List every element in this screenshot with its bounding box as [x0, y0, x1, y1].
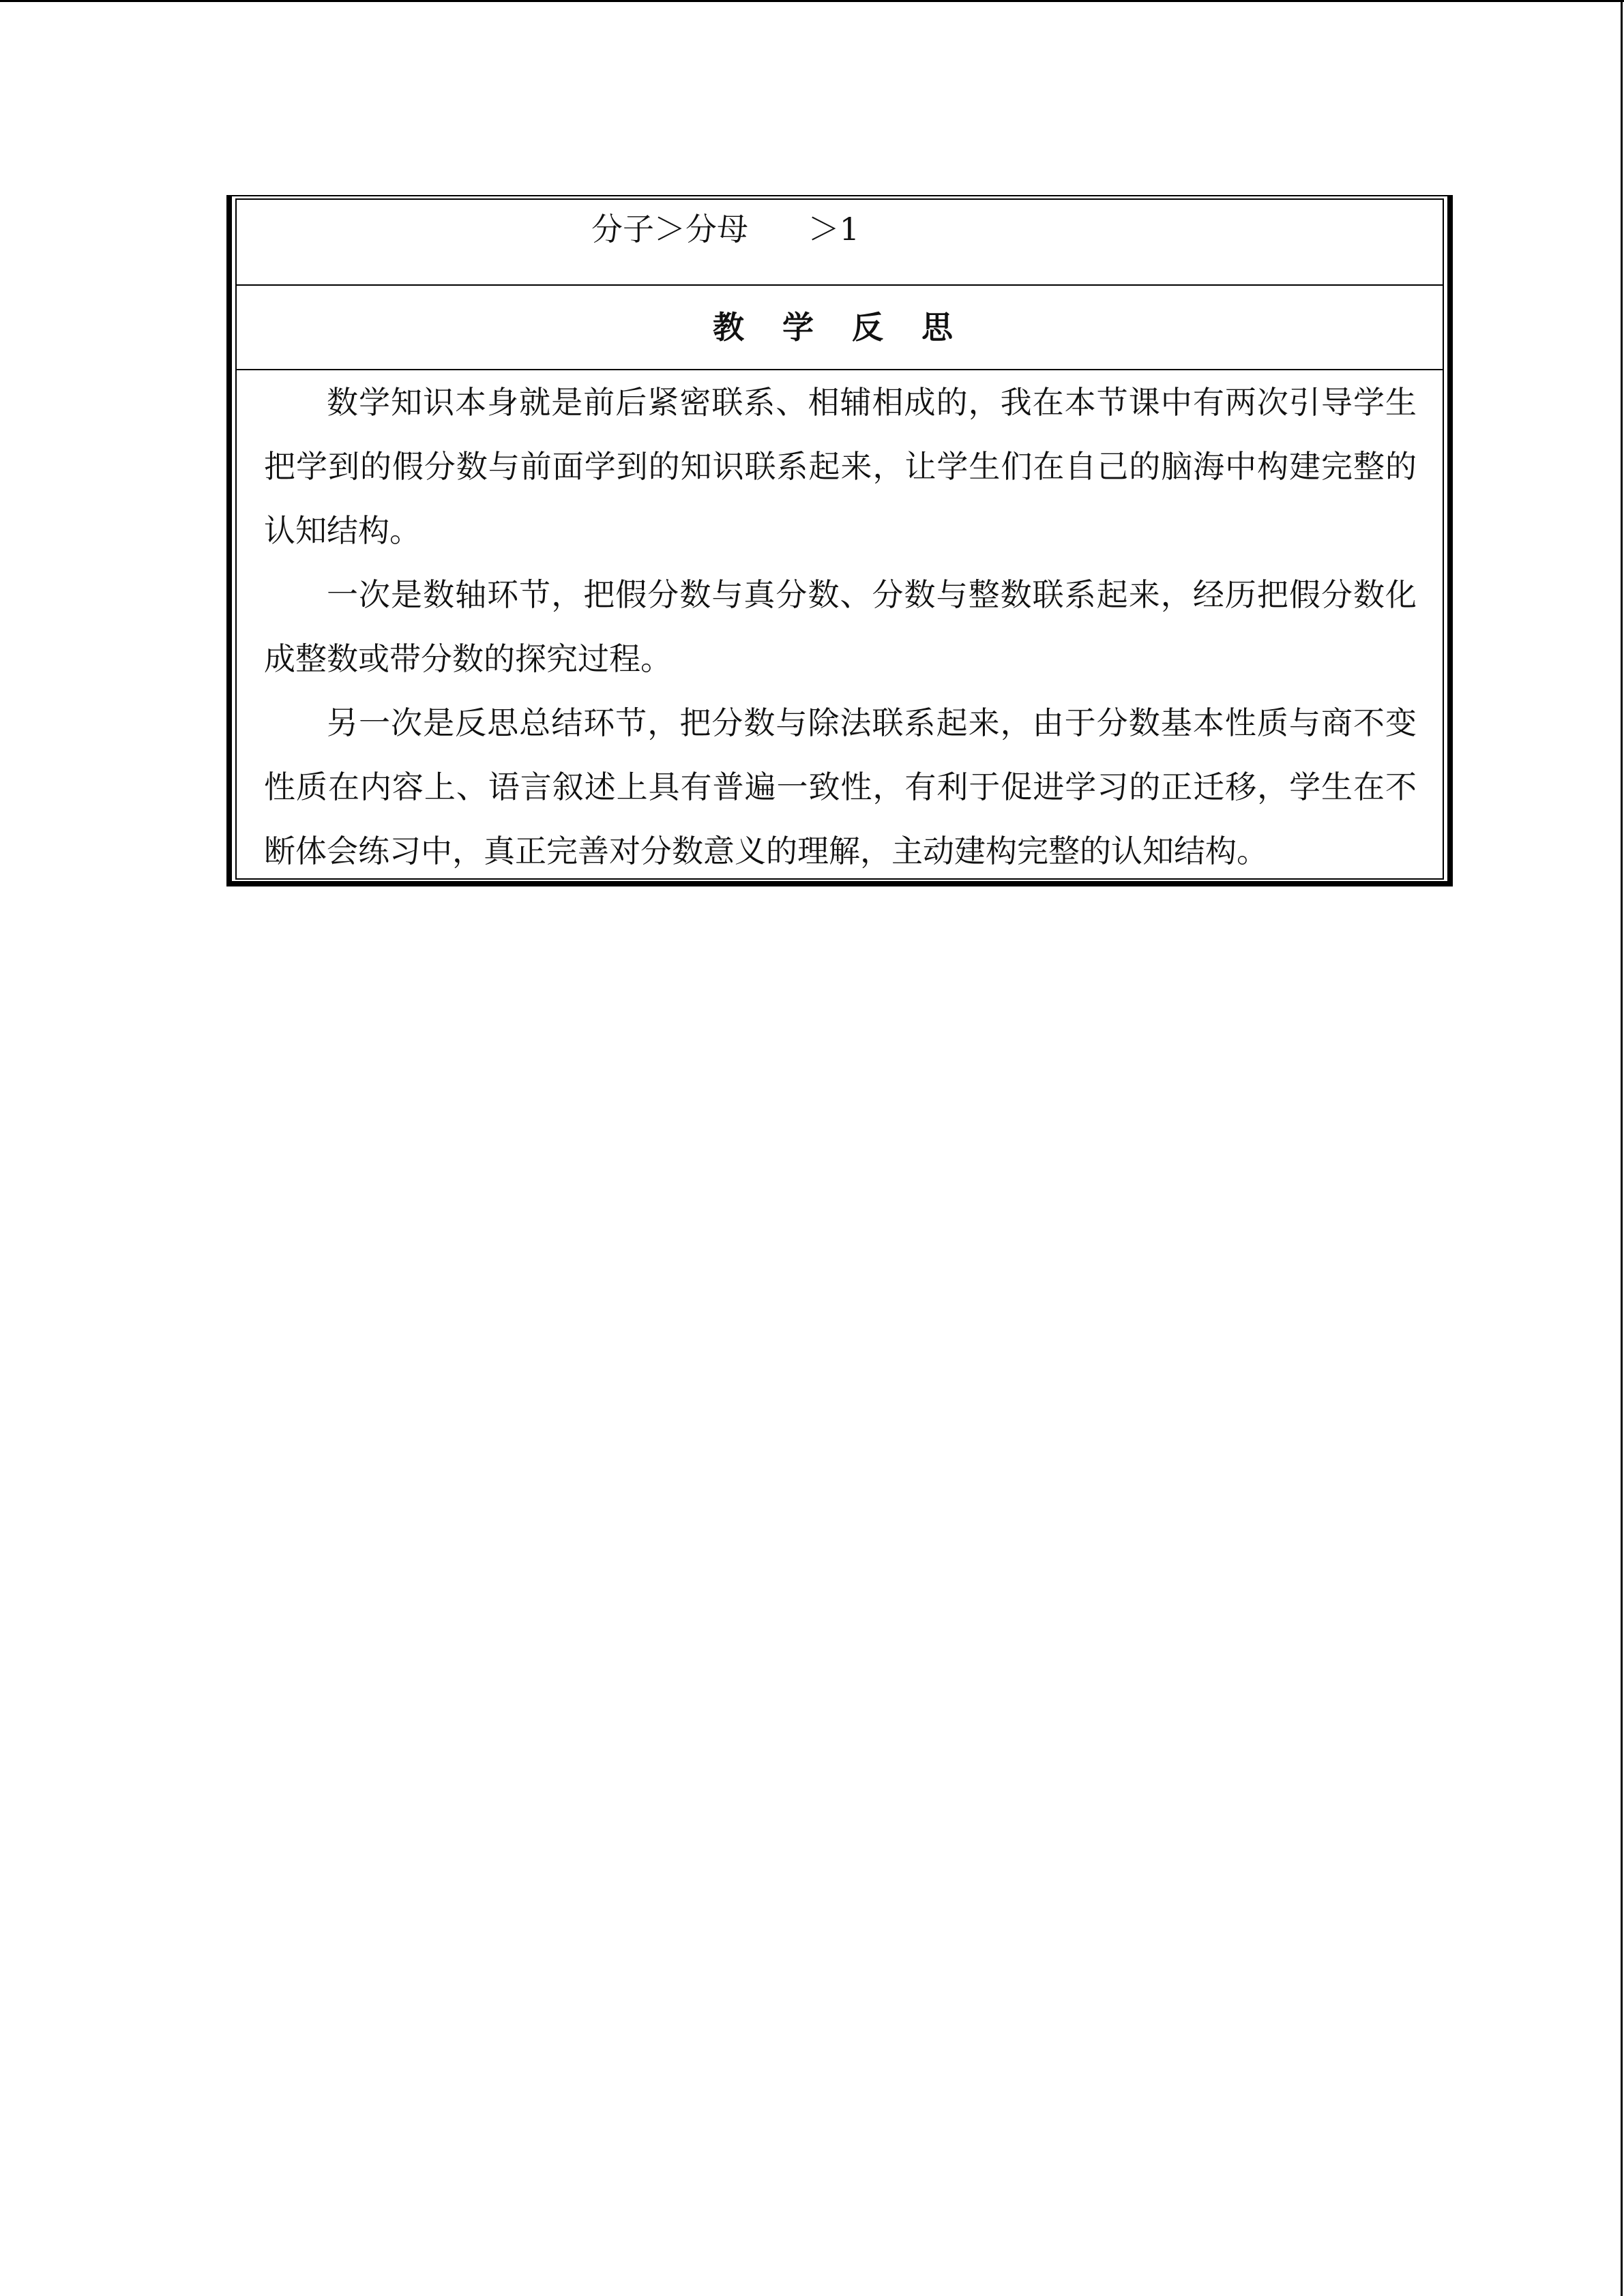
- page-top-border: [0, 0, 1624, 2]
- table-inner-frame: [235, 198, 1444, 880]
- section-heading: 教 学 反 思: [712, 309, 967, 346]
- reflection-paragraph: 一次是数轴环节，把假分数与真分数、分数与整数联系起来，经历把假分数化成整数或带分数的探究过程。: [264, 576, 1417, 677]
- page-right-border: [1621, 0, 1623, 2296]
- lesson-reflection-table: [226, 195, 1453, 886]
- formula-row: [237, 200, 1443, 286]
- heading-row: [237, 286, 1443, 370]
- reflection-body: [264, 370, 1417, 883]
- reflection-paragraph: 数学知识本身就是前后紧密联系、相辅相成的，我在本节课中有两次引导学生把学到的假分数与前面学到的知识联系起来，让学生们在自己的脑海中构建完整的认知结构。: [264, 384, 1417, 549]
- reflection-paragraph: 另一次是反思总结环节，把分数与除法联系起来，由于分数基本性质与商不变性质在内容上、语言叙述上具有普遍一致性，有利于促进学习的正迁移，学生在不断体会练习中，真正完善对分数意义的理解，主动建构完整的认知结构。: [264, 704, 1417, 869]
- table-right-thick-border: [1447, 196, 1451, 885]
- table-left-thick-border: [228, 196, 232, 885]
- formula-text: 分子＞分母 ＞1: [591, 211, 859, 248]
